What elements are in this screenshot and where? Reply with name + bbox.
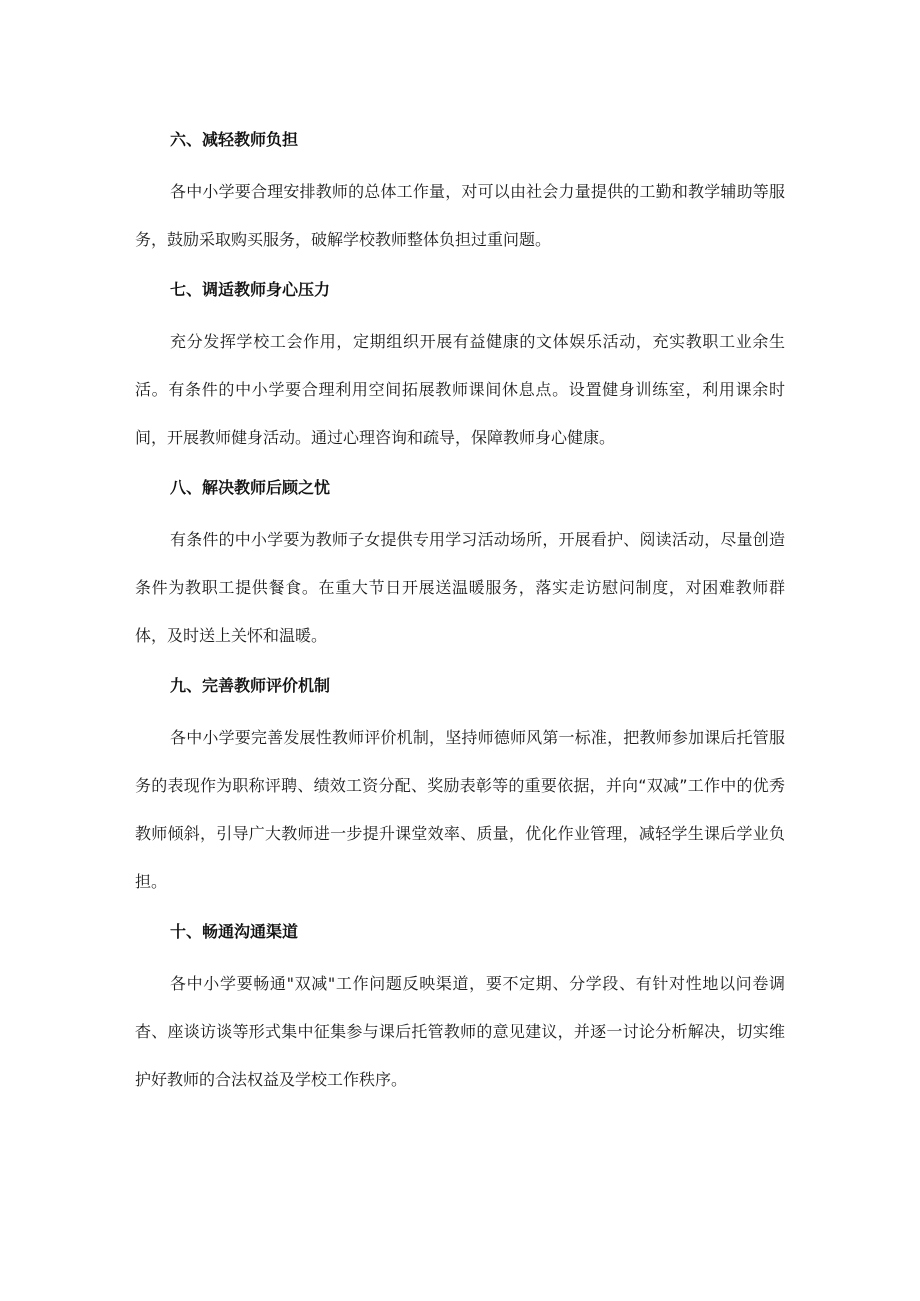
section-mental-health <box>135 274 785 462</box>
section-paragraph: 充分发挥学校工会作用，定期组织开展有益健康的文体娱乐活动，充实教职工业余生活。有条件的中小学要合理利用空间拓展教师课间休息点。设置健身训练室，利用课余时间，开展教师健身活动。通过心理咨询和疏导，保障教师身心健康。 <box>135 332 785 447</box>
section-paragraph: 各中小学要畅通"双减"工作问题反映渠道，要不定期、分学段、有针对性地以问卷调杳、座谈访谈等形式集中征集参与课后托管教师的意见建议，并逐一讨论分析解决，切实维护好教师的合法权益及学校工作秩序。 <box>135 974 785 1089</box>
section-heading: 十、畅通沟通渠道 <box>170 922 299 941</box>
section-heading: 六、减轻教师负担 <box>170 130 299 149</box>
section-evaluation <box>135 670 785 906</box>
section-reduce-burden <box>135 124 785 264</box>
section-paragraph: 有条件的中小学要为教师子女提供专用学习活动场所，开展看护、阅读活动，尽量创造条件为教职工提供餐食。在重大节日开展送温暖服务，落实走访慰问制度，对困难教师群体，及时送上关怀和温暖。 <box>135 530 785 645</box>
section-heading: 七、调适教师身心压力 <box>170 280 331 299</box>
section-heading: 九、完善教师评价机制 <box>170 676 331 695</box>
section-worries <box>135 472 785 660</box>
section-communication <box>135 916 785 1104</box>
section-paragraph: 各中小学要完善发展性教师评价机制，坚持师德师风第一标准，把教师参加课后托管服务的表现作为职称评聘、绩效工资分配、奖励表彰等的重要依据，并向“双减”工作中的优秀教师倾斜，引导广大教师进一步提升课堂效率、质量，优化作业管理，减轻学生课后学业负担。 <box>135 728 785 891</box>
section-heading: 八、解决教师后顾之忧 <box>170 478 331 497</box>
document-body <box>135 124 785 1100</box>
section-paragraph: 各中小学要合理安排教师的总体工作量，对可以由社会力量提供的工勤和教学辅助等服务，鼓励采取购买服务，破解学校教师整体负担过重问题。 <box>135 182 785 249</box>
